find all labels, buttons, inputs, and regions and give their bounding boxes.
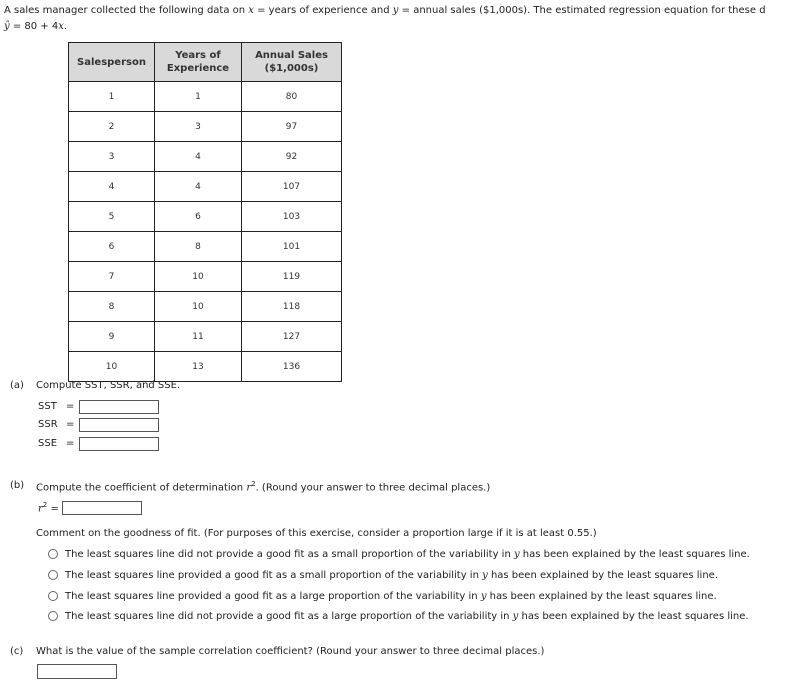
header-annual-sales: Annual Sales ($1,000s) (242, 43, 342, 82)
sales-cell: 103 (242, 202, 342, 232)
sales-cell: 136 (242, 352, 342, 382)
part-c-prompt: What is the value of the sample correlation coefficient? (Round your answer to three decimal places.) (36, 646, 545, 657)
table-row (69, 142, 342, 172)
radio-button[interactable] (48, 611, 58, 621)
sales-cell: 97 (242, 112, 342, 142)
years-cell: 11 (155, 322, 242, 352)
option-text: has been explained by the least squares line. (486, 590, 717, 602)
salesperson-cell: 9 (69, 322, 155, 352)
option-label (65, 611, 749, 622)
salesperson-cell: 1 (69, 82, 155, 112)
fit-option-2[interactable] (48, 567, 718, 583)
sales-cell: 127 (242, 322, 342, 352)
sales-cell: 107 (242, 172, 342, 202)
years-cell: 8 (155, 232, 242, 262)
sales-cell: 101 (242, 232, 342, 262)
superscript-2: 2 (251, 480, 256, 488)
option-text: has been explained by the least squares line. (518, 610, 749, 622)
option-var: y (513, 548, 520, 560)
option-text: The least squares line provided a good fit as a large proportion of the variability in (65, 590, 481, 602)
salesperson-cell: 10 (69, 352, 155, 382)
option-var: y (480, 590, 487, 602)
intro-line-1 (4, 3, 766, 19)
years-cell: 10 (155, 262, 242, 292)
years-cell: 1 (155, 82, 242, 112)
radio-button[interactable] (48, 549, 58, 559)
part-b-marker: (b) (10, 480, 25, 491)
regression-equation (4, 19, 766, 35)
years-cell: 4 (155, 142, 242, 172)
option-label (65, 570, 718, 581)
part-c-marker: (c) (10, 646, 24, 657)
table-row (69, 82, 342, 112)
sse-equals: = (66, 438, 75, 449)
sales-cell: 92 (242, 142, 342, 172)
salesperson-cell: 3 (69, 142, 155, 172)
part-b-prompt (36, 480, 490, 493)
correlation-input[interactable] (37, 664, 117, 679)
sse-input[interactable] (79, 437, 159, 451)
intro-text: = annual sales ($1,000s). The estimated regression equation for these d (398, 5, 766, 16)
intro-text: A sales manager collected the following data on (4, 5, 249, 16)
equation-period: . (63, 21, 68, 32)
y-variable: y (392, 5, 399, 16)
prompt-text: . (Round your answer to three decimal places.) (255, 482, 491, 494)
option-text: The least squares line provided a good fit as a small proportion of the variability in (65, 569, 483, 581)
radio-button[interactable] (48, 591, 58, 601)
header-years-experience: Years of Experience (155, 43, 242, 82)
ssr-label: SSR (38, 419, 58, 430)
table-row (69, 352, 342, 382)
fit-option-1[interactable] (48, 546, 750, 562)
r2-equals: = (50, 503, 59, 515)
salesperson-cell: 4 (69, 172, 155, 202)
sales-cell: 119 (242, 262, 342, 292)
radio-button[interactable] (48, 570, 58, 580)
r2-input[interactable] (62, 501, 142, 515)
superscript-2: 2 (42, 501, 48, 509)
r2-label (38, 501, 59, 514)
y-hat: ŷ (4, 21, 10, 32)
sst-equals: = (66, 401, 75, 412)
data-table (68, 42, 342, 382)
option-text: The least squares line did not provide a good fit as a small proportion of the variability in (65, 548, 514, 560)
table-row (69, 322, 342, 352)
table-row (69, 292, 342, 322)
salesperson-cell: 8 (69, 292, 155, 322)
sst-input[interactable] (79, 400, 159, 414)
fit-option-4[interactable] (48, 608, 749, 624)
option-label (65, 549, 750, 560)
comment-prompt: Comment on the goodness of fit. (For purposes of this exercise, consider a proportion large if it is at least 0.55.) (36, 528, 597, 539)
years-cell: 6 (155, 202, 242, 232)
salesperson-cell: 5 (69, 202, 155, 232)
sales-cell: 118 (242, 292, 342, 322)
years-cell: 13 (155, 352, 242, 382)
sse-label: SSE (38, 438, 58, 449)
option-text: has been explained by the least squares line. (519, 548, 750, 560)
option-text: has been explained by the least squares line. (487, 569, 718, 581)
option-var: y (512, 610, 519, 622)
table-row (69, 202, 342, 232)
ssr-equals: = (66, 419, 75, 430)
table-row (69, 112, 342, 142)
table-row (69, 172, 342, 202)
salesperson-cell: 7 (69, 262, 155, 292)
problem-intro (4, 3, 766, 35)
years-cell: 3 (155, 112, 242, 142)
part-a-marker: (a) (10, 380, 24, 391)
years-cell: 4 (155, 172, 242, 202)
fit-option-3[interactable] (48, 588, 717, 604)
part-a-prompt: Compute SST, SSR, and SSE. (36, 380, 181, 391)
equation-text: = 80 + 4 (9, 21, 59, 32)
years-cell: 10 (155, 292, 242, 322)
ssr-input[interactable] (79, 418, 159, 432)
prompt-text: Compute the coefficient of determination (36, 482, 247, 494)
salesperson-cell: 6 (69, 232, 155, 262)
option-var: y (482, 569, 488, 581)
r-variable: r (246, 482, 252, 494)
r-variable: r (38, 503, 43, 515)
header-salesperson: Salesperson (69, 43, 155, 82)
intro-text: = years of experience and (253, 5, 393, 16)
table-row (69, 262, 342, 292)
table-header-row (69, 43, 342, 82)
salesperson-cell: 2 (69, 112, 155, 142)
option-text: The least squares line did not provide a good fit as a large proportion of the variability in (65, 610, 513, 622)
table-row (69, 232, 342, 262)
equation-x: x (58, 21, 64, 32)
x-variable: x (248, 5, 254, 16)
sales-cell: 80 (242, 82, 342, 112)
sst-label: SST (38, 401, 57, 412)
option-label (65, 591, 717, 602)
